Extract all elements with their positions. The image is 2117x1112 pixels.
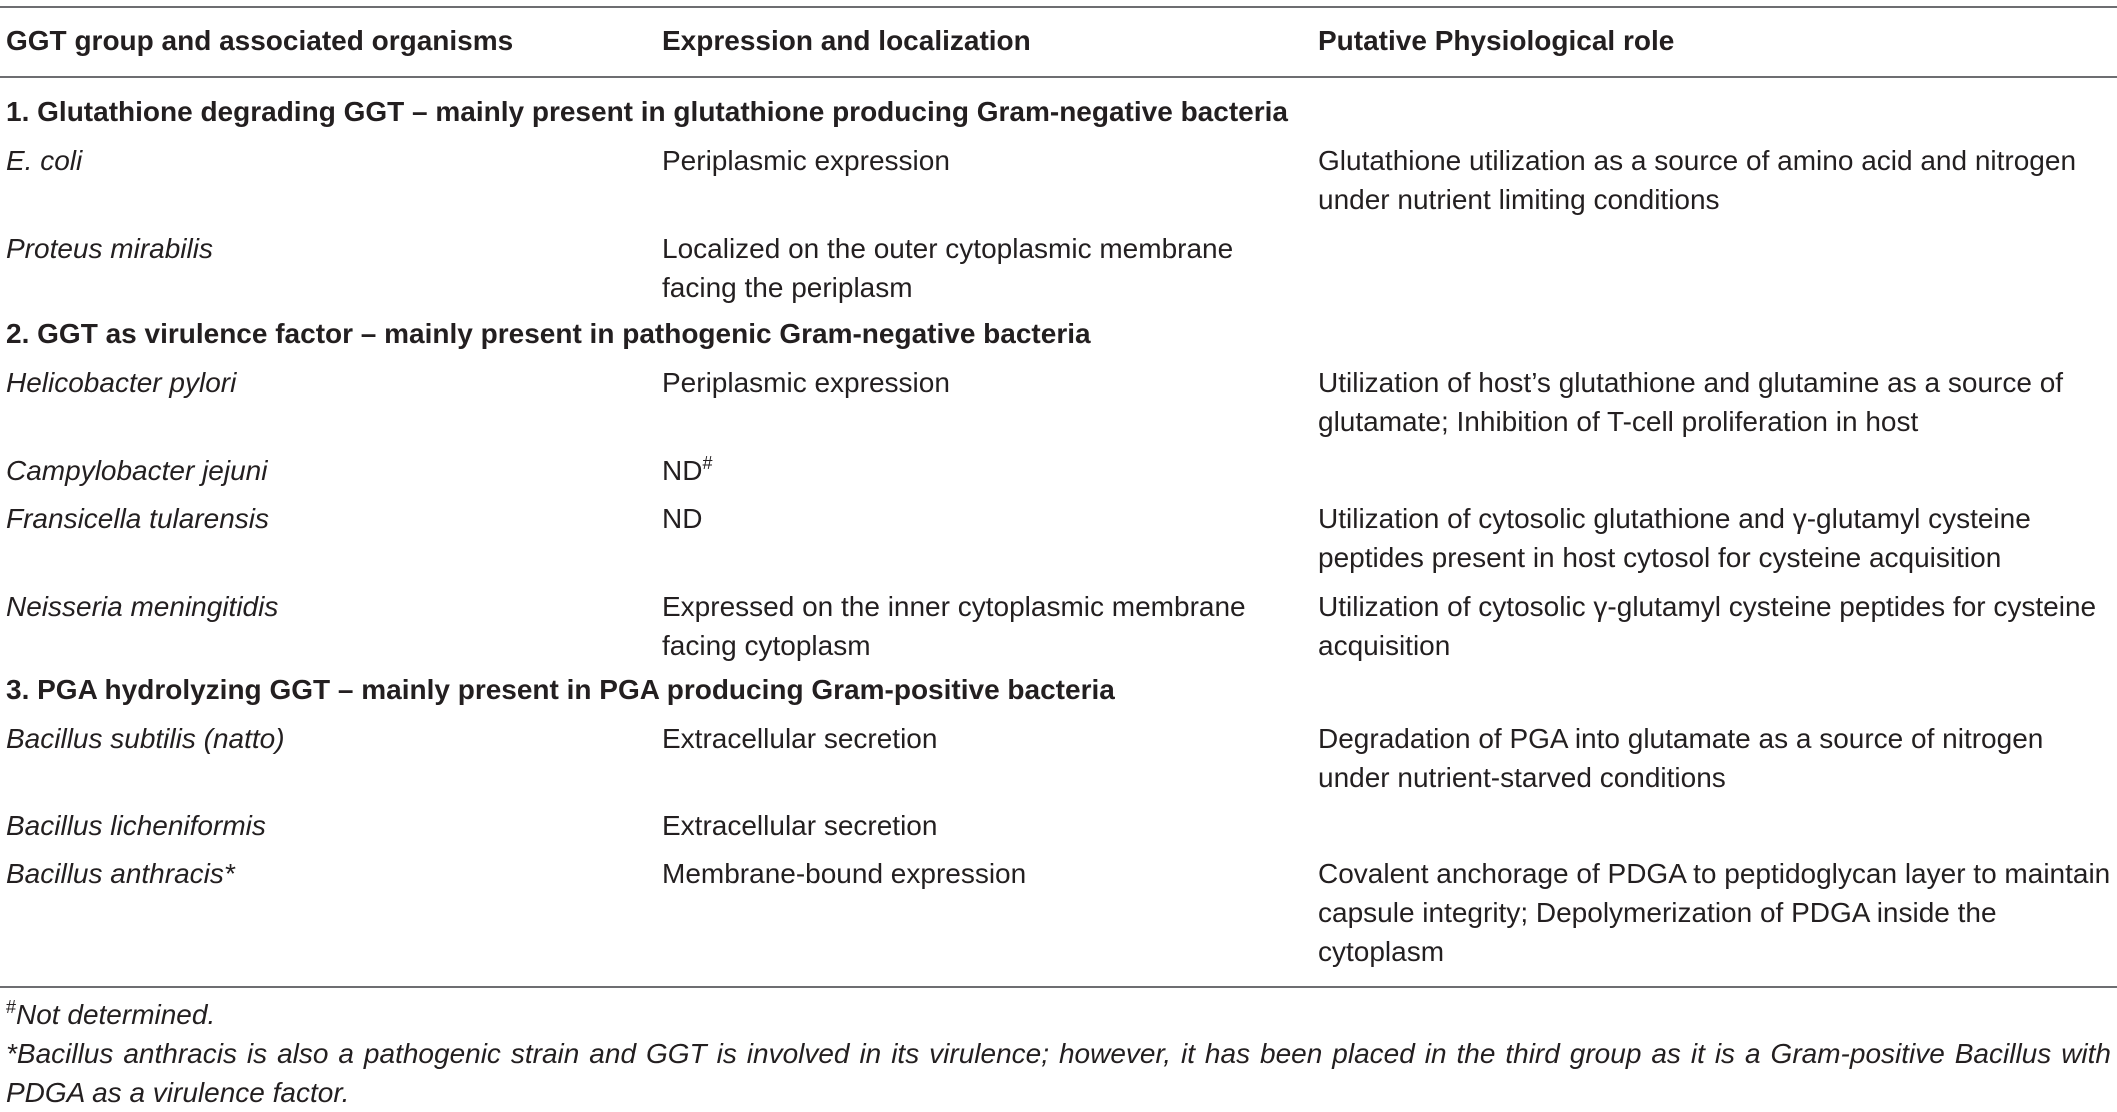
expression-nd-text: ND [662,455,703,486]
table-bottom-rule [0,986,2117,988]
footnote-bacillus-anthracis: *Bacillus anthracis is also a pathogenic strain and GGT is involved in its virulence; however, it has been placed in the third group as it is a Gram-positive Bacillus with PDGA as a virulence factor. [6,1038,2111,1108]
footnote-hash-mark: # [6,997,17,1017]
role-neisseria-meningitidis: Utilization of cytosolic γ-glutamyl cysteine peptides for cysteine acquisition [1318,591,2097,661]
organism-e-coli: E. coli [6,145,83,176]
expression-helicobacter-pylori: Periplasmic expression [662,367,950,398]
role-fransicella-tularensis: Utilization of cytosolic glutathione and γ-glutamyl cysteine peptides present in host cytosol for cysteine acquisition [1318,503,2031,573]
footnote-not-determined [6,995,2111,1034]
table-top-rule [0,6,2117,8]
group-title-pga-hydrolyzing: 3. PGA hydrolyzing GGT – mainly present in PGA producing Gram-positive bacteria [6,674,1115,705]
organism-helicobacter-pylori: Helicobacter pylori [6,367,237,398]
expression-neisseria-meningitidis: Expressed on the inner cytoplasmic membrane facing cytoplasm [662,591,1246,661]
group-title-glutathione-degrading: 1. Glutathione degrading GGT – mainly present in glutathione producing Gram-negative bacteria [6,96,1288,127]
nd-footnote-mark: # [702,453,713,473]
expression-campylobacter-jejuni [662,451,712,490]
table-header-rule [0,76,2117,78]
footnote-nd-text: Not determined. [16,999,216,1030]
expression-bacillus-subtilis: Extracellular secretion [662,723,938,754]
header-expression: Expression and localization [662,25,1031,56]
role-bacillus-subtilis: Degradation of PGA into glutamate as a source of nitrogen under nutrient-starved conditions [1318,723,2044,793]
expression-e-coli: Periplasmic expression [662,145,950,176]
role-helicobacter-pylori: Utilization of host’s glutathione and glutamine as a source of glutamate; Inhibition of T-cell proliferation in host [1318,367,2064,437]
header-role: Putative Physiological role [1318,25,1675,56]
organism-proteus-mirabilis: Proteus mirabilis [6,233,213,264]
organism-fransicella-tularensis: Fransicella tularensis [6,503,269,534]
organism-bacillus-licheniformis: Bacillus licheniformis [6,810,266,841]
expression-bacillus-licheniformis: Extracellular secretion [662,810,938,841]
organism-campylobacter-jejuni: Campylobacter jejuni [6,455,268,486]
organism-neisseria-meningitidis: Neisseria meningitidis [6,591,279,622]
header-organisms: GGT group and associated organisms [6,25,514,56]
expression-proteus-mirabilis: Localized on the outer cytoplasmic membrane facing the periplasm [662,233,1234,303]
organism-bacillus-anthracis: Bacillus anthracis* [6,858,235,889]
expression-bacillus-anthracis: Membrane-bound expression [662,858,1027,889]
group-title-virulence-factor: 2. GGT as virulence factor – mainly present in pathogenic Gram-negative bacteria [6,318,1091,349]
role-e-coli: Glutathione utilization as a source of amino acid and nitrogen under nutrient limiting conditions [1318,145,2077,215]
expression-fransicella-tularensis: ND [662,503,703,534]
organism-bacillus-subtilis: Bacillus subtilis (natto) [6,723,285,754]
role-bacillus-anthracis: Covalent anchorage of PDGA to peptidoglycan layer to maintain capsule integrity; Depolymerization of PDGA inside the cytoplasm [1318,858,2111,967]
